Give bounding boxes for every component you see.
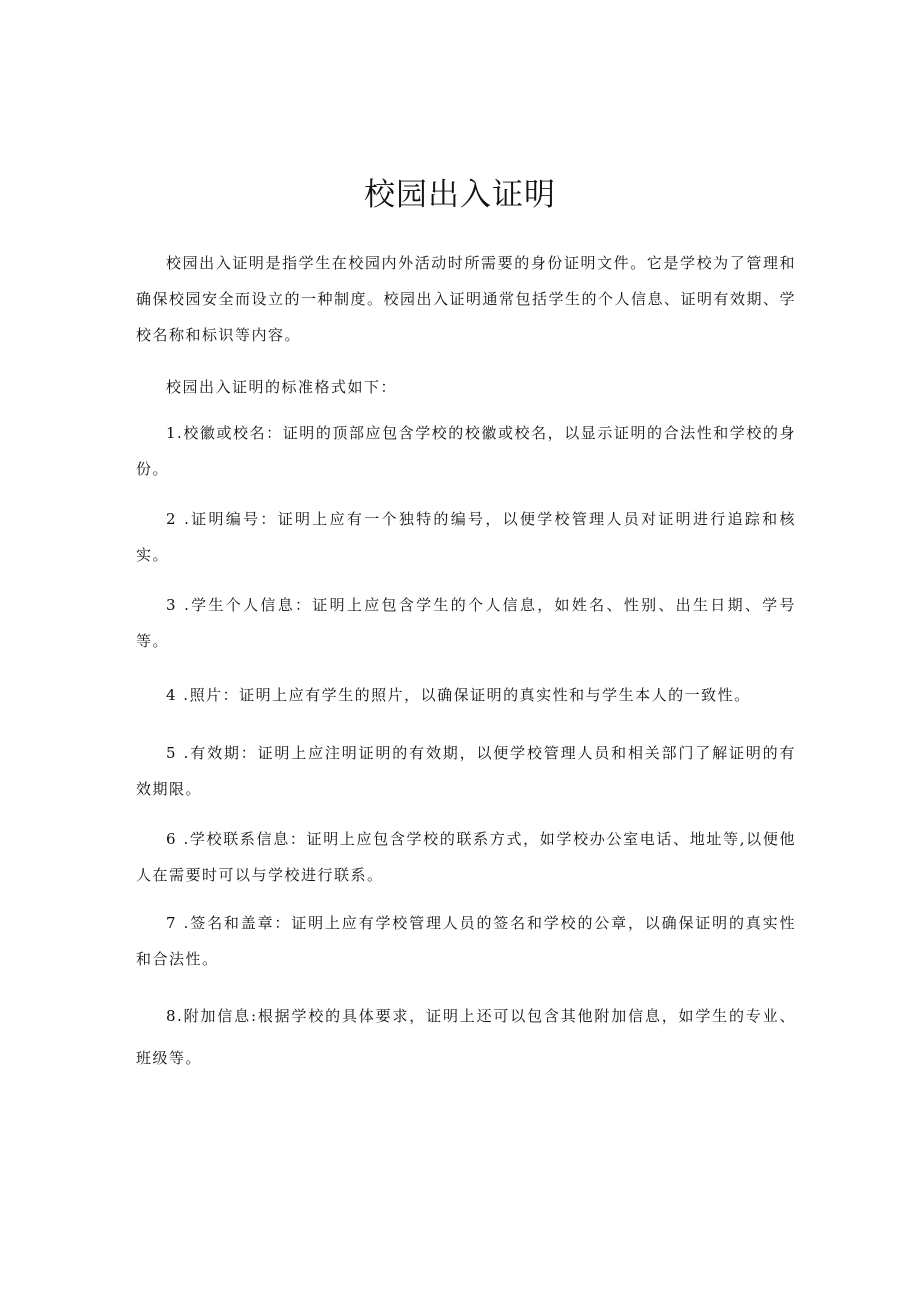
list-item-signature: 7 .签名和盖章：证明上应有学校管理人员的签名和学校的公章，以确保证明的真实性和合法性。	[136, 914, 796, 968]
list-item-additional: 8.附加信息:根据学校的具体要求，证明上还可以包含其他附加信息，如学生的专业、班级等。	[136, 1007, 796, 1067]
list-item-emblem: 1.校徽或校名：证明的顶部应包含学校的校徽或校名，以显示证明的合法性和学校的身份。	[136, 424, 796, 478]
list-item-number: 2 .证明编号：证明上应有一个独特的编号，以便学校管理人员对证明进行追踪和核实。	[136, 510, 796, 564]
list-item-contact: 6 .学校联系信息：证明上应包含学校的联系方式，如学校办公室电话、地址等,以便他人在需要时可以与学校进行联系。	[136, 830, 796, 884]
document-title: 校园出入证明	[364, 177, 556, 213]
list-item-validity: 5 .有效期：证明上应注明证明的有效期，以便学校管理人员和相关部门了解证明的有效期限。	[136, 744, 796, 798]
list-item-photo: 4 .照片：证明上应有学生的照片，以确保证明的真实性和与学生本人的一致性。	[166, 686, 751, 704]
format-heading: 校园出入证明的标准格式如下：	[166, 378, 398, 396]
intro-paragraph: 校园出入证明是指学生在校园内外活动时所需要的身份证明文件。它是学校为了管理和确保校园安全而设立的一种制度。校园出入证明通常包括学生的个人信息、证明有效期、学校名称和标识等内容。	[136, 254, 797, 344]
list-item-student-info: 3 .学生个人信息：证明上应包含学生的个人信息，如姓名、性别、出生日期、学号等。	[136, 596, 796, 650]
